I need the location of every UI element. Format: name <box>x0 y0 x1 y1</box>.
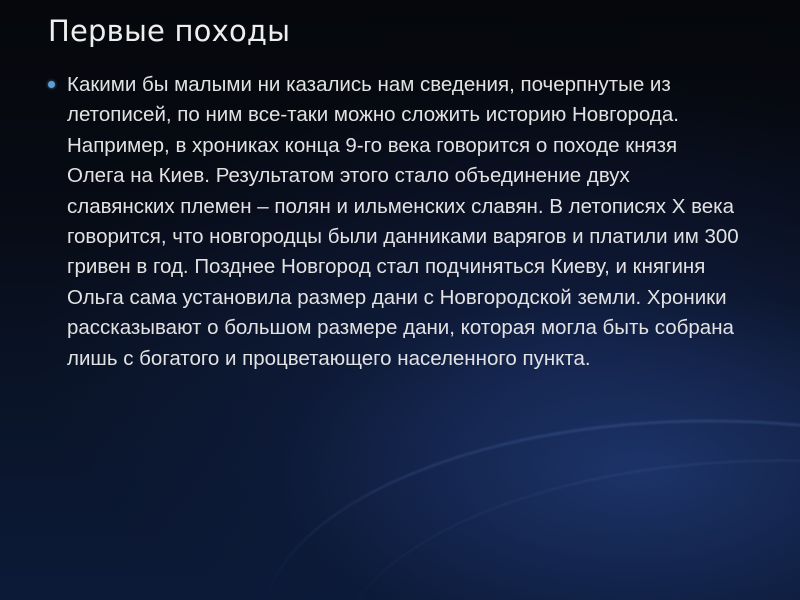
bullet-dot-icon <box>48 81 55 88</box>
bullet-list-item <box>48 70 748 374</box>
bullet-text: Какими бы малыми ни казались нам сведения, почерпнутые из летописей, по ним все-таки можно сложить историю Новгорода. Например, в хрониках конца 9-го века говорится о походе князя Олега на Киев. Результатом этого стало объединение двух славянских племен – полян и ильменских славян. В летописях X века говорится, что новгородцы были данниками варягов и платили им 300 гривен в год. Позднее Новгород стал подчиняться Киеву, и княгиня Ольга сама установила размер дани с Новгородской земли. Хроники рассказывают о большом размере дани, которая могла быть собрана лишь с богатого и процветающего населенного пункта. <box>67 73 739 370</box>
slide-title: Первые походы <box>48 14 291 48</box>
